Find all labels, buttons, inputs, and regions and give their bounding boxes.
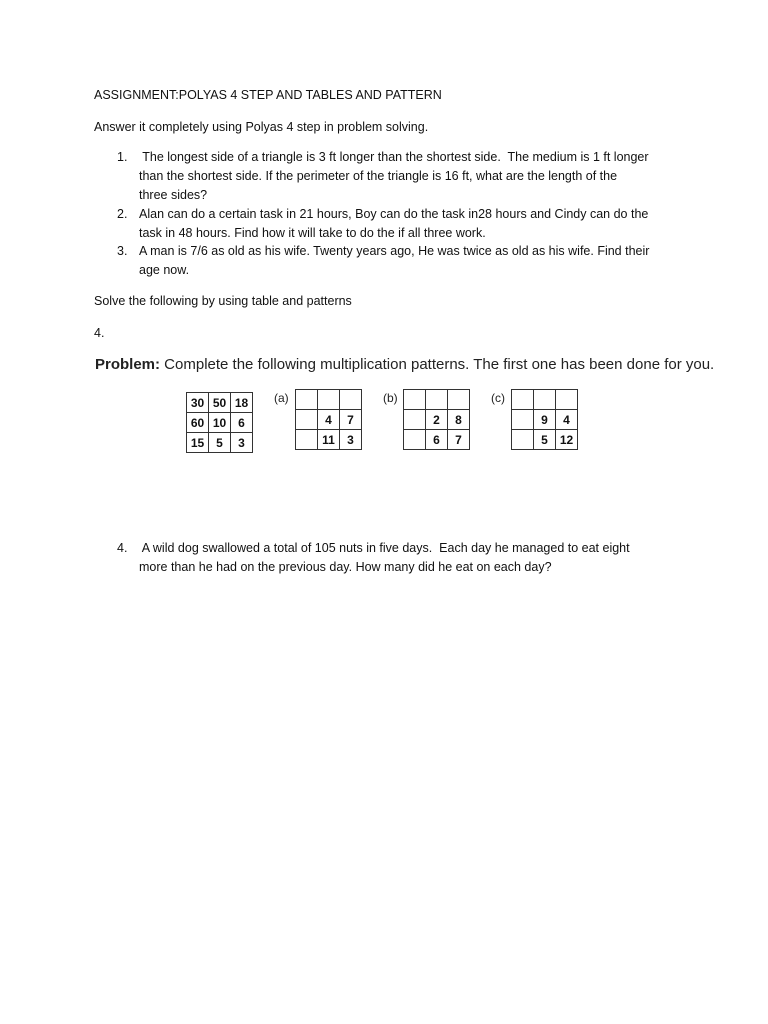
grid-cell: 12 <box>556 430 578 450</box>
item-number: 2. <box>117 207 128 221</box>
instructions: Answer it completely using Polyas 4 step in problem solving. <box>94 120 429 134</box>
grid-cell <box>556 390 578 410</box>
assignment-title: ASSIGNMENT:POLYAS 4 STEP AND TABLES AND PATTERN <box>94 88 442 102</box>
item-line: A wild dog swallowed a total of 105 nuts in five days. Each day he managed to eat eight <box>139 541 630 555</box>
grid-cell <box>404 430 426 450</box>
grid-cell: 8 <box>448 410 470 430</box>
grid-label-c: (c) <box>491 391 505 405</box>
list-item <box>139 148 679 205</box>
list-item <box>139 242 679 280</box>
section-heading: Solve the following by using table and patterns <box>94 294 352 308</box>
item-line: Alan can do a certain task in 21 hours, Boy can do the task in28 hours and Cindy can do the <box>139 207 649 221</box>
item-number: 1. <box>117 150 128 164</box>
item-line: age now. <box>139 263 190 277</box>
grid-cell: 7 <box>340 410 362 430</box>
grid-cell <box>318 390 340 410</box>
pattern-grid-b <box>403 389 470 450</box>
grid-cell <box>296 390 318 410</box>
grid-cell: 9 <box>534 410 556 430</box>
grid-cell <box>512 430 534 450</box>
item-line: The longest side of a triangle is 3 ft longer than the shortest side. The medium is 1 ft longer <box>139 150 649 164</box>
grid-cell <box>512 390 534 410</box>
grid-cell: 18 <box>231 393 253 413</box>
grid-cell: 4 <box>556 410 578 430</box>
grid-cell: 2 <box>426 410 448 430</box>
grid-cell: 6 <box>231 413 253 433</box>
grid-cell: 60 <box>187 413 209 433</box>
item-line: than the shortest side. If the perimeter of the triangle is 16 ft, what are the length of the <box>139 169 618 183</box>
list-item <box>139 205 679 243</box>
grid-cell <box>512 410 534 430</box>
problem-number: 4. <box>94 326 105 340</box>
grid-cell: 30 <box>187 393 209 413</box>
grid-cell <box>296 430 318 450</box>
grid-cell <box>296 410 318 430</box>
pattern-grid-c <box>511 389 578 450</box>
grid-label-b: (b) <box>383 391 398 405</box>
grid-cell: 4 <box>318 410 340 430</box>
item-line: more than he had on the previous day. How many did he eat on each day? <box>139 560 552 574</box>
list-item <box>139 539 679 577</box>
grid-cell: 6 <box>426 430 448 450</box>
grid-cell: 10 <box>209 413 231 433</box>
grid-label-a: (a) <box>274 391 289 405</box>
pattern-grid-a <box>295 389 362 450</box>
grid-cell: 15 <box>187 433 209 453</box>
grid-cell <box>404 390 426 410</box>
grid-cell: 11 <box>318 430 340 450</box>
item-line: three sides? <box>139 188 208 202</box>
grid-cell: 7 <box>448 430 470 450</box>
grid-cell <box>404 410 426 430</box>
grid-cell: 5 <box>209 433 231 453</box>
problem-text: Complete the following multiplication patterns. The first one has been done for you. <box>160 356 715 373</box>
problem-label: Problem: <box>95 356 161 373</box>
item-number: 4. <box>117 541 128 555</box>
item-line: task in 48 hours. Find how it will take to do the if all three work. <box>139 226 486 240</box>
grid-cell: 50 <box>209 393 231 413</box>
grid-cell: 5 <box>534 430 556 450</box>
grid-cell <box>534 390 556 410</box>
grid-cell <box>340 390 362 410</box>
grid-cell: 3 <box>340 430 362 450</box>
item-number: 3. <box>117 244 128 258</box>
item-line: A man is 7/6 as old as his wife. Twenty years ago, He was twice as old as his wife. Find their <box>139 244 650 258</box>
grid-cell <box>448 390 470 410</box>
grid-cell <box>426 390 448 410</box>
example-grid <box>186 392 253 453</box>
grid-cell: 3 <box>231 433 253 453</box>
problem-statement <box>95 354 714 376</box>
